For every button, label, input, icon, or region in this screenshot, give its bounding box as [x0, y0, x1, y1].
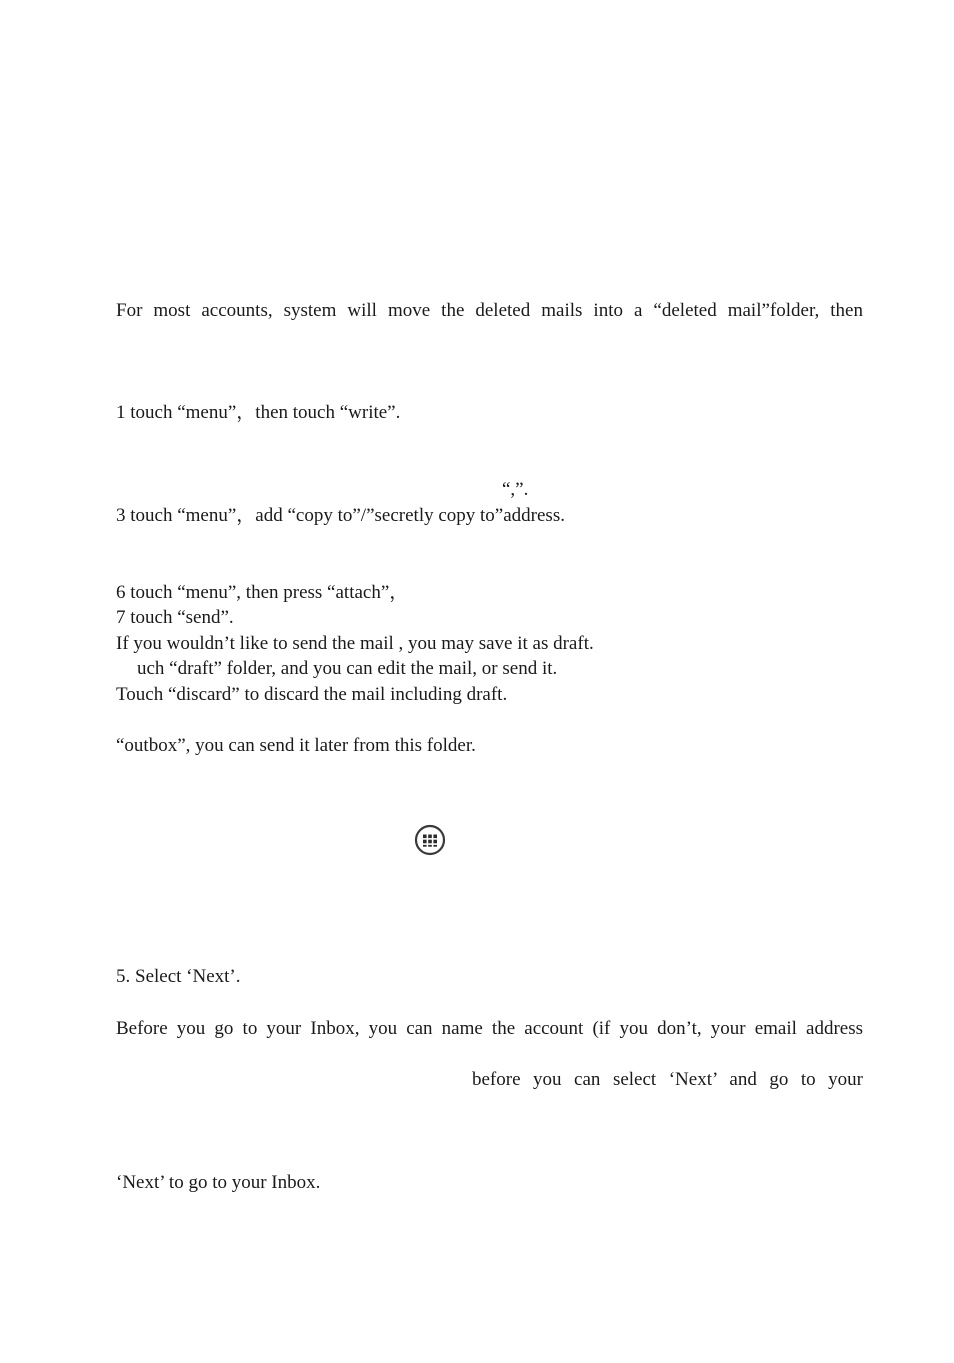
apps-grid-icon: [414, 824, 446, 856]
step-5-select-next: 5. Select ‘Next’.: [116, 966, 241, 987]
outbox-text: “outbox”, you can send it later from this folder.: [116, 735, 476, 756]
step-1-write: 1 touch “menu”，then touch “write”.: [116, 402, 401, 423]
next-inbox-text: ‘Next’ to go to your Inbox.: [116, 1172, 321, 1193]
step-7-send: 7 touch “send”.: [116, 607, 234, 628]
discard-text: Touch “discard” to discard the mail including draft.: [116, 684, 508, 705]
draft-folder-text: uch “draft” folder, and you can edit the mail, or send it.: [137, 658, 558, 679]
save-draft-text: If you wouldn’t like to send the mail , you may save it as draft.: [116, 633, 594, 654]
name-account-text: Before you go to your Inbox, you can name the account (if you don’t, your email address: [116, 1018, 863, 1039]
step-6-attach: 6 touch “menu”, then press “attach”，: [116, 582, 409, 603]
deleted-mail-paragraph: For most accounts, system will move the deleted mails into a “deleted mail”folder, then: [116, 300, 863, 321]
step-3-copy-to: 3 touch “menu”，add “copy to”/”secretly copy to”address.: [116, 505, 565, 526]
before-next-text: before you can select ‘Next’ and go to your: [472, 1069, 863, 1090]
quote-fragment: “,”.: [502, 479, 529, 500]
